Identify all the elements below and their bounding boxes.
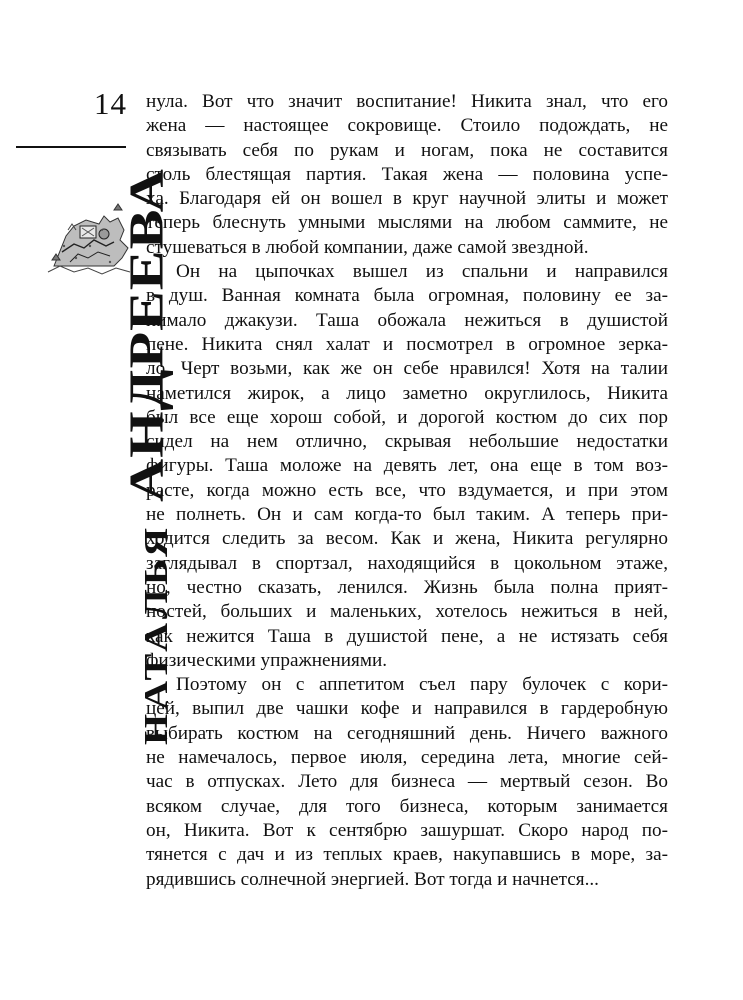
text-line: теперь блеснуть умными мыслями на любом саммите, не [146, 212, 668, 234]
text-line: как нежится Таша в душистой пене, а не истязать себя [146, 625, 668, 647]
text-line: нимало джакузи. Таша обожала нежиться в душистой [146, 309, 668, 331]
text-line: не полнеть. Он и сам когда-то был таким. А теперь при- [146, 504, 668, 526]
text-line: цей, выпил две чашки кофе и направился в гардеробную [146, 698, 668, 720]
text-line: ло. Черт возьми, как же он себе нравился! Хотя на талии [146, 358, 668, 380]
text-line: стушеваться в любой компании, даже самой звездной. [146, 236, 589, 258]
text-line: час в отпусках. Лето для бизнеса — мертвый сезон. Во [146, 771, 668, 793]
text-line: заглядывал в спортзал, находящийся в цокольном этаже, [146, 552, 668, 574]
text-line: сидел на нем отлично, скрывая небольшие недостатки [146, 431, 668, 453]
page-number: 14 [94, 86, 127, 121]
text-line: Он на цыпочках вышел из спальни и направился [176, 261, 668, 283]
text-line: ха. Благодаря ей он вошел в круг научной элиты и может [146, 188, 668, 210]
body-text [146, 90, 668, 892]
text-line: не намечалось, первое июля, середина лета, многие сей- [146, 747, 668, 769]
text-line: ходится следить за весом. Как и жена, Никита регулярно [146, 528, 668, 550]
paragraph-3 [146, 673, 668, 892]
text-line: жена — настоящее сокровище. Стоило подождать, не [146, 115, 668, 137]
text-line: выбирать костюм на сегодняшний день. Ничего важного [146, 722, 668, 744]
text-line: пене. Никита снял халат и посмотрел в огромное зерка- [146, 333, 668, 355]
text-line: в душ. Ванная комната была огромная, половину ее за- [146, 285, 668, 307]
text-line: физическими упражнениями. [146, 649, 388, 671]
text-line: он, Никита. Вот к сентябрю зашуршат. Скоро народ по- [146, 819, 668, 841]
text-line: тянется с дач и из теплых краев, накупавшись в море, за- [146, 844, 668, 866]
text-line: был все еще хорош собой, и дорогой костюм до сих пор [146, 406, 668, 428]
paragraph-1 [146, 90, 668, 260]
text-line: нула. Вот что значит воспитание! Никита знал, что его [146, 91, 668, 112]
text-line: столь блестящая партия. Такая жена — половина успе- [146, 163, 668, 185]
text-line: но, честно сказать, ленился. Жизнь была полна прият- [146, 576, 668, 598]
text-line: Поэтому он с аппетитом съел пару булочек с кори- [176, 674, 668, 696]
text-line: ностей, больших и маленьких, хотелось нежиться в ней, [146, 601, 668, 623]
text-line: всяком случае, для того бизнеса, которым занимается [146, 795, 668, 817]
text-line: расте, когда можно есть все, что вздумается, и при этом [146, 479, 668, 501]
paragraph-2 [146, 260, 668, 673]
text-line: рядившись солнечной энергией. Вот тогда и начнется... [146, 868, 599, 890]
text-line: фигуры. Таша моложе на девять лет, она еще в том воз- [146, 455, 668, 477]
author-first-name: НАТАЛЬЯ [136, 523, 175, 745]
text-line: связывать себя по рукам и ногам, пока не составится [146, 139, 668, 161]
header-rule [16, 146, 126, 148]
text-line: наметился жирок, а лицо заметно округлилось, Никита [146, 382, 668, 404]
author-last-name: АНДРЕЕВА [118, 168, 174, 502]
